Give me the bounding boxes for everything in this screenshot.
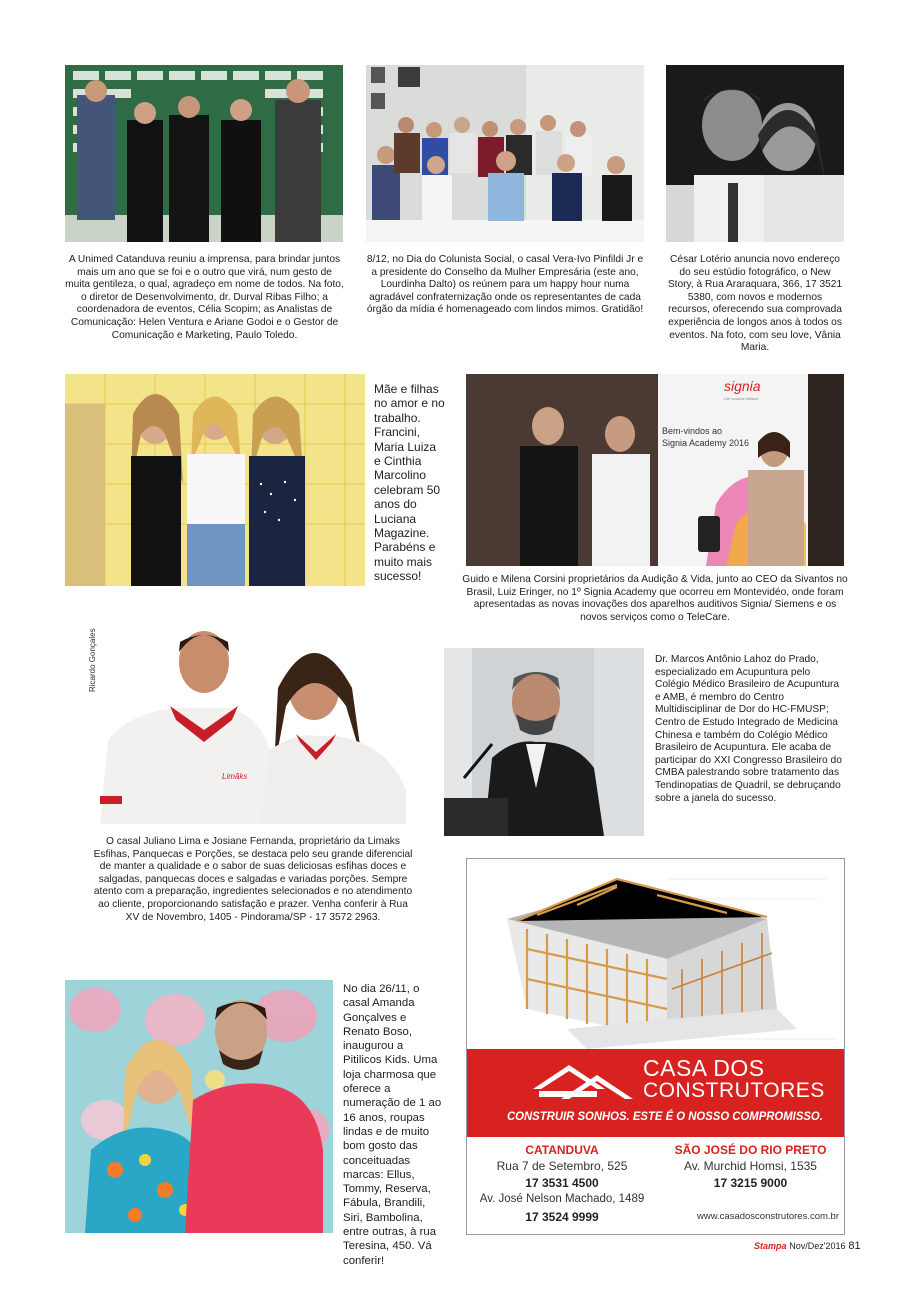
caption-marcos: Dr. Marcos Antônio Lahoz do Prado, especializado em Acupuntura pelo Colégio Médico Brasileiro de Acupuntura e AMB, é membro do Centro Multidisciplinar de Dor do HC-FMUSP; Centro de Estudo Integrado de Medicina Chinesa e também do Colégio Médico Brasileiro de Acupuntura. Ele acaba de participar do XXI Congresso Brasileiro do CMBA palestrando sobre tratamento das Tendinopatias de Quadril, se debruçando sobre a janela do sucesso.: [655, 654, 842, 804]
footer-page-number: 81: [848, 1240, 861, 1252]
page-footer: [754, 1240, 861, 1252]
casa-dos-construtores-ad: [466, 858, 845, 1235]
limaks-shirt-logo: Limãks: [222, 772, 248, 781]
photo-credit: Ricardo Gonçales: [88, 628, 97, 692]
caption-pitilicos: No dia 26/11, o casal Amanda Gonçalves e Renato Boso, inaugurou a Pitilicos Kids. Uma loja charmosa que oferece a numeração de 1 ao 16 anos, roupas lindas e de muito bom gosto das conceituadas marcas: Ellus, Tommy, Reserva, Fábula, Brandili, Siri, Bambolina, entre outras, à rua Teresina, 450. Vá conferir!: [343, 983, 442, 1267]
signia-banner-line1: Bem-vindos ao: [662, 426, 723, 436]
footer-issue: Nov/Dez'2016: [789, 1241, 846, 1251]
ad-right-address-1: Av. Murchid Homsi, 1535: [684, 1159, 817, 1173]
ad-left-phone-2: 17 3524 9999: [525, 1210, 599, 1224]
ad-brand-line1: CASA DOS: [643, 1055, 765, 1081]
ad-right-city: SÃO JOSÉ DO RIO PRETO: [674, 1143, 827, 1157]
house-frame-illustration: [467, 859, 844, 1049]
caption-signia: Guido e Milena Corsini proprietários da Audição & Vida, junto ao CEO da Sivantos no Brasil, Luiz Eringer, no 1º Signia Academy que ocorreu em Montevidéo, onde foram apresentadas as novas inovações dos aparelhos auditivos Signia/ Siemens e os novos serviços como o TeleCare.: [462, 574, 848, 623]
ad-slogan: CONSTRUIR SONHOS. ESTE É O NOSSO COMPROMISSO.: [507, 1109, 823, 1123]
house-logo-icon: [531, 1059, 635, 1105]
ad-left-phone-1: 17 3531 4500: [525, 1176, 599, 1190]
ad-left-address-2: Av. José Nelson Machado, 1489: [479, 1193, 645, 1205]
ad-left-address-1: Rua 7 de Setembro, 525: [496, 1159, 628, 1173]
ad-website[interactable]: www.casadosconstrutores.com.br: [696, 1211, 839, 1222]
ad-right-phone-1: 17 3215 9000: [713, 1176, 788, 1190]
ad-brand-line2: CONSTRUTORES: [643, 1079, 825, 1102]
photo-pitilicos-couple: [65, 980, 333, 1233]
caption-unimed: A Unimed Catanduva reuniu a imprensa, para brindar juntos mais um ano que se foi e o outro que virá, num gesto de muita gentileza, o qual, agradeço em nome de todos. Na foto, o diretor de Desenvolvimento, dr. Durval Ribas Filho; a coordenadora de eventos, Célia Scopim; as Analistas de Comunicação: Helen Ventura e Ariane Godoi e o Gestor de Comunicação e Marketing, Paulo Toledo.: [65, 254, 344, 341]
footer-magazine: Stampa: [754, 1241, 787, 1251]
photo-dr-marcos: [444, 648, 644, 836]
photo-cesar-loterio: [666, 65, 844, 242]
photo-signia-academy: [466, 374, 844, 566]
photo-colunista-social: [366, 65, 644, 242]
caption-colunista: 8/12, no Dia do Colunista Social, o casal Vera-Ivo Pinfildi Jr e a presidente do Conselho da Mulher Empresária (este ano, Lourdinha Dalto) os reúnem para um happy hour numa agradável confraternização onde os representantes de cada órgão da mídia é homenageado com lindos mimos. Gratidão!: [366, 254, 644, 316]
ad-left-city: CATANDUVA: [525, 1143, 599, 1157]
photo-limaks-couple: [100, 620, 406, 824]
signia-logo: signia: [724, 378, 761, 394]
caption-limaks: O casal Juliano Lima e Josiane Fernanda, proprietário da Limaks Esfihas, Panquecas e Porções, se destaca pelo seu grande diferencial de manter a qualidade e o sabor de suas deliciosas esfihas doces e salgadas, panquecas doces e salgadas e variadas porções. Sempre atento com a preparação, ingredientes selecionados e no atendimento ao cliente, proporcionando satisfação e prazer. Venha conferir à Rua XV de Novembro, 1405 - Pindorama/SP - 17 3572 2963.: [93, 836, 413, 923]
photo-luciana-magazine: [65, 374, 365, 586]
signia-tagline: Life sounds brilliant.: [724, 396, 760, 401]
ad-red-banner: [467, 1049, 844, 1137]
caption-maes: Mãe e filhas no amor e no trabalho. Francini, Maria Luiza e Cinthia Marcolino celebram 50 anos do Luciana Magazine. Parabéns e muito mais sucesso!: [374, 382, 445, 584]
photo-unimed-group: [65, 65, 343, 242]
caption-cesar: César Lotério anuncia novo endereço do seu estúdio fotográfico, o New Story, à Rua Araraquara, 366, 17 3521 5380, com novos e modernos recursos, oferecendo sua comprovada experiência de longos anos à todos os eventos. Na foto, com seu love, Vânia Maria.: [667, 254, 843, 354]
signia-banner-line2: Signia Academy 2016: [662, 438, 750, 448]
